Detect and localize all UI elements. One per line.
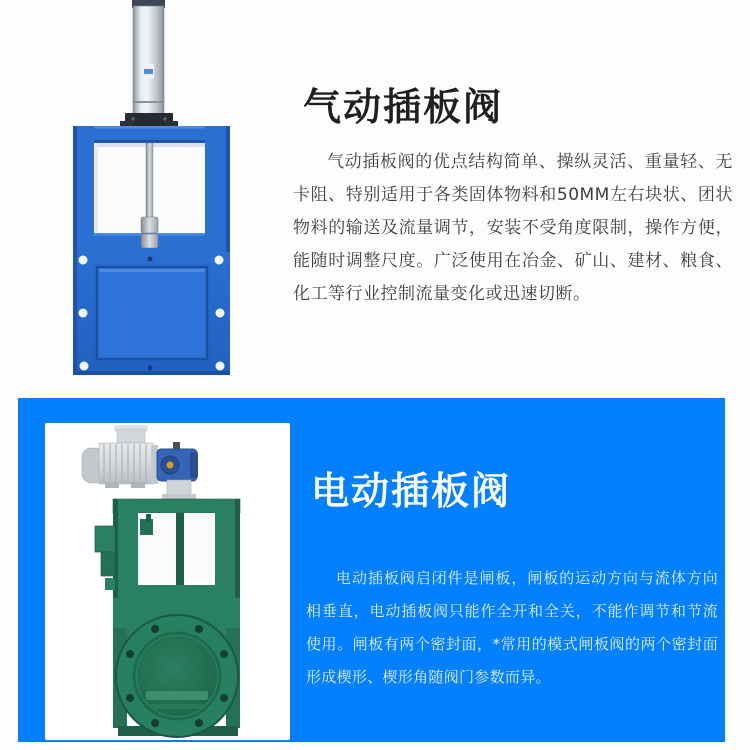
electric-section-panel (18, 398, 725, 742)
pneumatic-section-description: 气动插板阀的优点结构简单、操纵灵活、重量轻、无卡阻、特别适用于各类固体物料和50MM左右块状、团状物料的输送及流量调节，安装不受角度限制，操作方便，能随时调整尺度。广泛使用在冶金、矿山、建材、粮食、化工等行业控制流量变化或迅速切断。 (293, 152, 733, 304)
pneumatic-valve-illustration (40, 0, 270, 390)
electric-section-title: 电动插板阀 (311, 469, 512, 513)
electric-valve-photo-card (45, 423, 290, 740)
pneumatic-section-title: 气动插板阀 (303, 85, 504, 129)
pneumatic-valve-photo (40, 0, 270, 390)
electric-valve-illustration (45, 423, 290, 740)
electric-section-description: 电动插板阀启闭件是闸板，闸板的运动方向与流体方向相垂直，电动插板阀只能作全开和全关，不能作调节和节流使用。闸板有两个密封面，*常用的模式闸板阀的两个密封面形成楔形、楔形角随阀门参数而异。 (306, 569, 718, 686)
